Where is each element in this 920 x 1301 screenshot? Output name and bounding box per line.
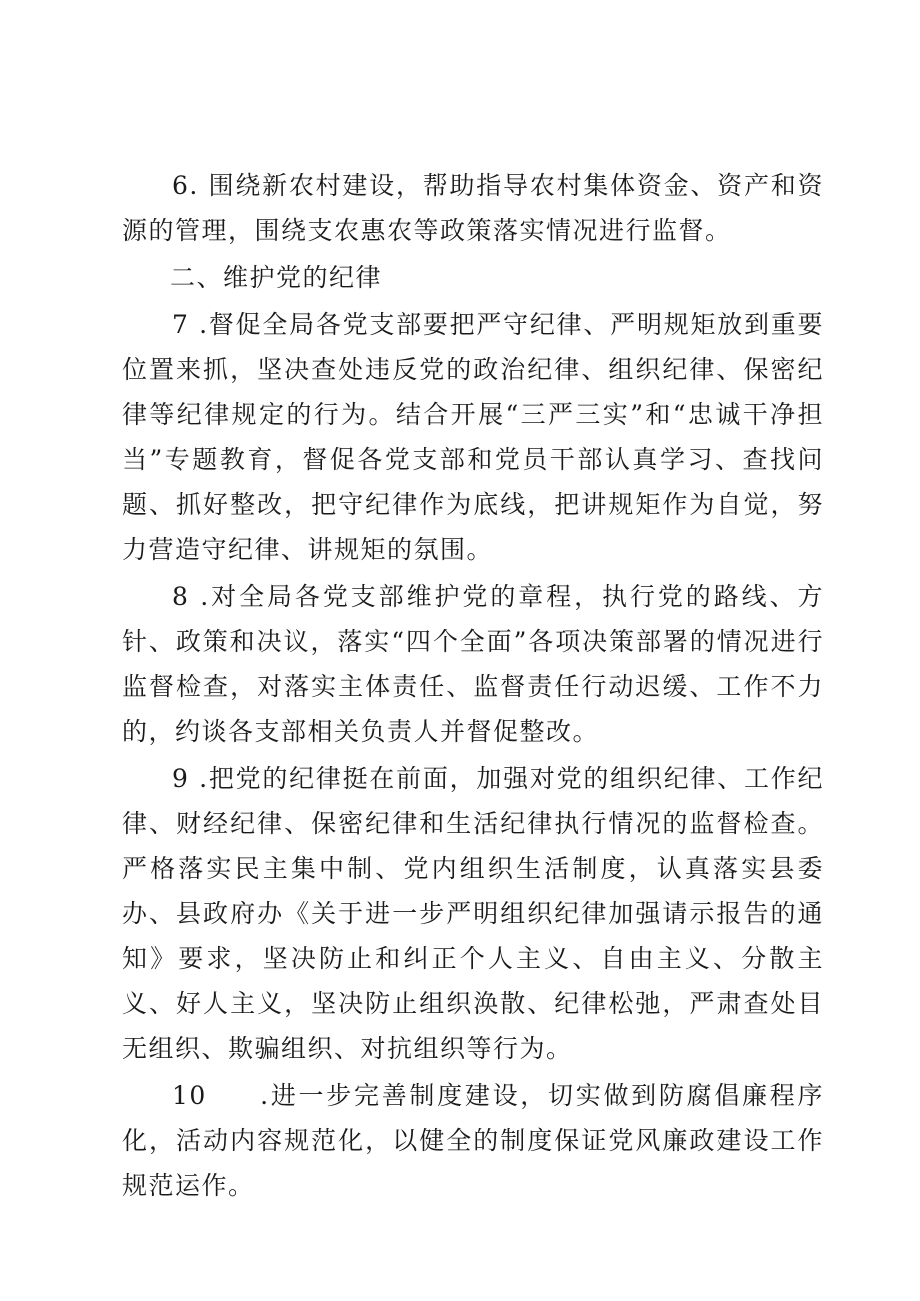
item-number: 7 bbox=[172, 310, 190, 339]
item-number: 10 bbox=[172, 1081, 207, 1110]
item-number: 9 bbox=[172, 764, 190, 793]
paragraph-item-7 bbox=[122, 302, 824, 572]
paragraph-item-6 bbox=[122, 163, 824, 253]
paragraph-item-10 bbox=[122, 1073, 824, 1208]
paragraph-text: .对全局各党支部维护党的章程，执行党的路线、方针、政策和决议，落实“四个全面”各项决策部署的情况进行监督检查，对落实主体责任、监督责任行动迟缓、工作不力的，约谈各支部相关负责人并督促整改。 bbox=[122, 582, 824, 746]
paragraph-item-9 bbox=[122, 756, 824, 1071]
item-number: 8 bbox=[172, 582, 190, 611]
document-body bbox=[122, 163, 824, 1210]
item-number: 6 bbox=[172, 171, 190, 200]
paragraph-text: . 围绕新农村建设，帮助指导农村集体资金、资产和资源的管理，围绕支农惠农等政策落实情况进行监督。 bbox=[122, 171, 824, 245]
paragraph-text: .督促全局各党支部要把严守纪律、严明规矩放到重要位置来抓，坚决查处违反党的政治纪律、组织纪律、保密纪律等纪律规定的行为。结合开展“三严三实”和“忠诚干净担当”专题教育，督促各党支部和党员干部认真学习、查找问题、抓好整改，把守纪律作为底线，把讲规矩作为自觉，努力营造守纪律、讲规矩的氛围。 bbox=[122, 310, 824, 564]
section-heading-text: 二、维护党的纪律 bbox=[170, 263, 383, 292]
section-heading bbox=[122, 255, 824, 300]
paragraph-text: .把党的纪律挺在前面，加强对党的组织纪律、工作纪律、财经纪律、保密纪律和生活纪律执行情况的监督检查。严格落实民主集中制、党内组织生活制度，认真落实县委办、县政府办《关于进一步严明组织纪律加强请示报告的通知》要求，坚决防止和纠正个人主义、自由主义、分散主义、好人主义，坚决防止组织涣散、纪律松弛，严肃查处目无组织、欺骗组织、对抗组织等行为。 bbox=[122, 764, 824, 1063]
paragraph-item-8 bbox=[122, 574, 824, 754]
paragraph-text: .进一步完善制度建设，切实做到防腐倡廉程序化，活动内容规范化，以健全的制度保证党风廉政建设工作规范运作。 bbox=[122, 1081, 824, 1200]
